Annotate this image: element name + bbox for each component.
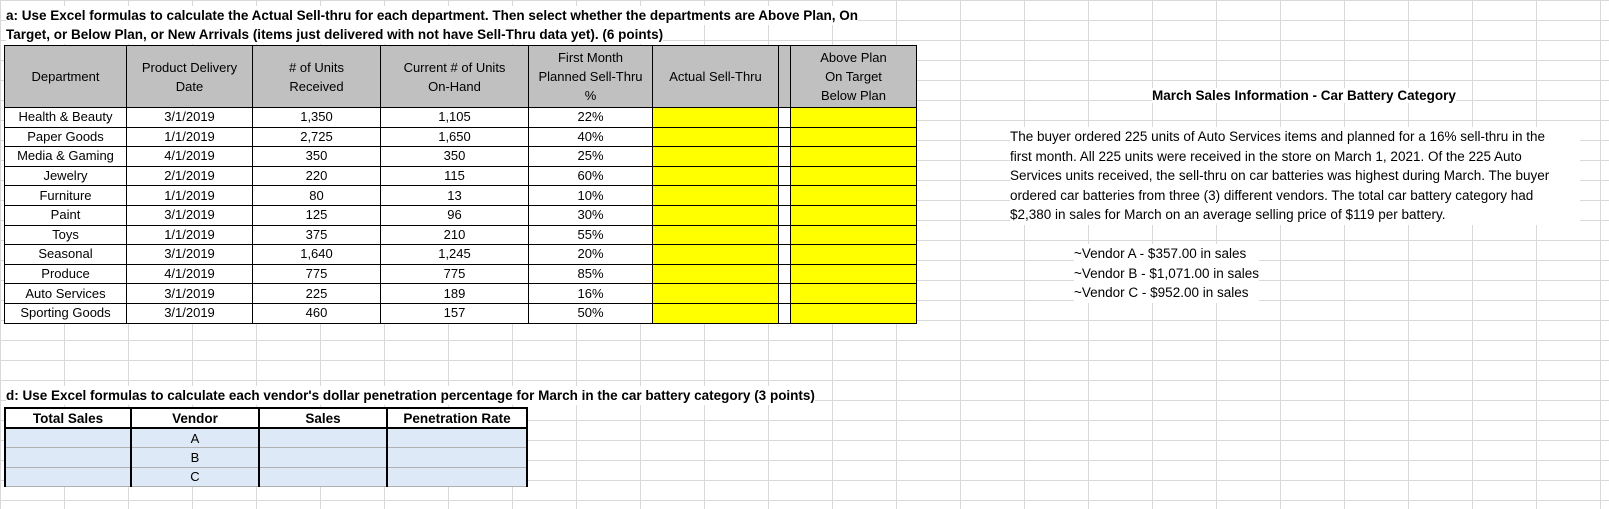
cell-plan-status-input[interactable] (791, 186, 917, 206)
cell-units-received[interactable]: 2,725 (253, 127, 381, 147)
cell-planned-sell-thru[interactable]: 85% (529, 264, 653, 284)
cell-separator (779, 225, 791, 245)
cell-units-on-hand[interactable]: 1,245 (381, 245, 529, 265)
instruction-part-a-line1: a: Use Excel formulas to calculate the Actual Sell-thru for each department. Then select whether the departments are Above Plan, On (6, 8, 858, 23)
march-sales-info-title: March Sales Information - Car Battery Category (1152, 88, 1456, 103)
vendor-c-sales: ~Vendor C - $952.00 in sales (1074, 283, 1259, 303)
cell-delivery-date[interactable]: 1/1/2019 (127, 186, 253, 206)
cell-total-sales[interactable] (5, 448, 131, 468)
cell-separator (779, 127, 791, 147)
cell-actual-sell-thru-input[interactable] (653, 303, 779, 323)
cell-vendor-sales[interactable] (259, 428, 387, 448)
cell-units-received[interactable]: 220 (253, 166, 381, 186)
cell-delivery-date[interactable]: 1/1/2019 (127, 127, 253, 147)
table-row (5, 428, 527, 448)
cell-department[interactable]: Media & Gaming (5, 147, 127, 167)
header-penetration-label: Penetration Rate (403, 410, 511, 426)
header-units-line2: Received (289, 78, 344, 94)
march-sales-info-paragraph (1010, 127, 1580, 225)
header-total-sales[interactable] (5, 408, 131, 428)
header-delivery-date[interactable] (127, 46, 253, 108)
table-row (5, 448, 527, 468)
table-row (5, 205, 917, 225)
cell-plan-status-input[interactable] (791, 166, 917, 186)
cell-department[interactable]: Toys (5, 225, 127, 245)
cell-plan-status-input[interactable] (791, 284, 917, 304)
cell-plan-status-input[interactable] (791, 147, 917, 167)
cell-delivery-date[interactable]: 1/1/2019 (127, 225, 253, 245)
header-onhand-line2: On-Hand (428, 78, 481, 94)
header-delivery-line1: Product Delivery (141, 59, 238, 75)
cell-delivery-date[interactable]: 3/1/2019 (127, 303, 253, 323)
header-sales-label: Sales (305, 410, 341, 426)
table-row (5, 467, 527, 487)
header-onhand-line1: Current # of Units (403, 59, 506, 75)
cell-department[interactable]: Jewelry (5, 166, 127, 186)
cell-separator (779, 108, 791, 128)
header-plan-status[interactable] (791, 46, 917, 108)
cell-planned-sell-thru[interactable]: 60% (529, 166, 653, 186)
header-separator (779, 46, 791, 108)
cell-actual-sell-thru-input[interactable] (653, 166, 779, 186)
cell-planned-sell-thru[interactable]: 22% (529, 108, 653, 128)
cell-units-received[interactable]: 80 (253, 186, 381, 206)
header-planned-line1: First Month (557, 50, 623, 65)
cell-plan-status-input[interactable] (791, 245, 917, 265)
cell-delivery-date[interactable]: 2/1/2019 (127, 166, 253, 186)
cell-units-received[interactable]: 125 (253, 205, 381, 225)
cell-separator (779, 303, 791, 323)
cell-planned-sell-thru[interactable]: 30% (529, 205, 653, 225)
cell-planned-sell-thru[interactable]: 16% (529, 284, 653, 304)
cell-plan-status-input[interactable] (791, 303, 917, 323)
vendor-table-header-row (5, 408, 527, 428)
cell-actual-sell-thru-input[interactable] (653, 205, 779, 225)
cell-department[interactable]: Paint (5, 205, 127, 225)
header-department-label: Department (31, 69, 100, 84)
cell-units-received[interactable]: 1,640 (253, 245, 381, 265)
table-row (5, 108, 917, 128)
table-row (5, 245, 917, 265)
cell-units-on-hand[interactable]: 1,105 (381, 108, 529, 128)
cell-delivery-date[interactable]: 3/1/2019 (127, 245, 253, 265)
cell-units-received[interactable]: 460 (253, 303, 381, 323)
cell-actual-sell-thru-input[interactable] (653, 127, 779, 147)
cell-planned-sell-thru[interactable]: 50% (529, 303, 653, 323)
instruction-part-d: d: Use Excel formulas to calculate each vendor's dollar penetration percentage for March in the car battery category (3 points) (6, 388, 815, 403)
vendor-penetration-table (4, 407, 528, 487)
header-units-received[interactable] (253, 46, 381, 108)
cell-actual-sell-thru-input[interactable] (653, 147, 779, 167)
cell-units-received[interactable]: 350 (253, 147, 381, 167)
cell-planned-sell-thru[interactable]: 20% (529, 245, 653, 265)
cell-plan-status-input[interactable] (791, 108, 917, 128)
table-row (5, 264, 917, 284)
cell-separator (779, 264, 791, 284)
cell-delivery-date[interactable]: 3/1/2019 (127, 284, 253, 304)
cell-separator (779, 205, 791, 225)
cell-planned-sell-thru[interactable]: 40% (529, 127, 653, 147)
header-vendor-label: Vendor (172, 410, 218, 426)
header-units-line1: # of Units (289, 59, 344, 75)
table-row (5, 303, 917, 323)
header-status-line1: Above Plan (820, 50, 887, 65)
instruction-part-a-line2: Target, or Below Plan, or New Arrivals (items just delivered with not have Sell-Thru data yet). (6 points) (6, 27, 664, 42)
cell-units-received[interactable]: 1,350 (253, 108, 381, 128)
cell-vendor-sales[interactable] (259, 467, 387, 487)
cell-department[interactable]: Health & Beauty (5, 108, 127, 128)
cell-units-on-hand[interactable]: 13 (381, 186, 529, 206)
vendor-sales-list (1074, 244, 1259, 303)
header-department[interactable] (5, 46, 127, 108)
table-row (5, 166, 917, 186)
cell-units-on-hand[interactable]: 157 (381, 303, 529, 323)
header-penetration-rate[interactable] (387, 408, 527, 428)
cell-plan-status-input[interactable] (791, 127, 917, 147)
vendor-b-sales: ~Vendor B - $1,071.00 in sales (1074, 264, 1259, 284)
cell-separator (779, 186, 791, 206)
cell-units-on-hand[interactable]: 96 (381, 205, 529, 225)
cell-actual-sell-thru-input[interactable] (653, 264, 779, 284)
table-row (5, 186, 917, 206)
cell-plan-status-input[interactable] (791, 264, 917, 284)
cell-units-on-hand[interactable]: 775 (381, 264, 529, 284)
table-row (5, 127, 917, 147)
cell-department[interactable]: Auto Services (5, 284, 127, 304)
cell-units-on-hand[interactable]: 350 (381, 147, 529, 167)
cell-units-on-hand[interactable]: 210 (381, 225, 529, 245)
cell-units-on-hand[interactable]: 1,650 (381, 127, 529, 147)
cell-units-received[interactable]: 775 (253, 264, 381, 284)
cell-actual-sell-thru-input[interactable] (653, 186, 779, 206)
header-status-line2: On Target (825, 69, 882, 84)
cell-penetration-rate[interactable] (387, 428, 527, 448)
cell-actual-sell-thru-input[interactable] (653, 245, 779, 265)
header-planned-line3: % (584, 88, 597, 103)
cell-penetration-rate[interactable] (387, 448, 527, 468)
cell-separator (779, 284, 791, 304)
cell-delivery-date[interactable]: 4/1/2019 (127, 264, 253, 284)
cell-units-on-hand[interactable]: 115 (381, 166, 529, 186)
header-planned-sell-thru[interactable] (529, 46, 653, 108)
cell-units-received[interactable]: 225 (253, 284, 381, 304)
cell-department[interactable]: Furniture (5, 186, 127, 206)
cell-delivery-date[interactable]: 3/1/2019 (127, 205, 253, 225)
cell-planned-sell-thru[interactable]: 10% (529, 186, 653, 206)
header-status-line3: Below Plan (820, 88, 887, 103)
cell-department[interactable]: Seasonal (5, 245, 127, 265)
cell-department[interactable]: Produce (5, 264, 127, 284)
cell-plan-status-input[interactable] (791, 225, 917, 245)
cell-vendor-sales[interactable] (259, 448, 387, 468)
cell-planned-sell-thru[interactable]: 55% (529, 225, 653, 245)
paragraph-line: first month. All 225 units were received in the store on March 1, 2021. Of the 225 Auto (1010, 148, 1522, 164)
cell-department[interactable]: Sporting Goods (5, 303, 127, 323)
header-actual-label: Actual Sell-Thru (669, 69, 762, 84)
cell-separator (779, 245, 791, 265)
paragraph-line: Services units received, the sell-thru on car batteries was highest during March. The buyer (1010, 168, 1550, 184)
cell-actual-sell-thru-input[interactable] (653, 225, 779, 245)
table-row (5, 147, 917, 167)
cell-vendor[interactable]: B (131, 448, 259, 468)
vendor-a-sales: ~Vendor A - $357.00 in sales (1074, 244, 1259, 264)
cell-units-on-hand[interactable]: 189 (381, 284, 529, 304)
table-row (5, 225, 917, 245)
cell-vendor[interactable]: C (131, 467, 259, 487)
header-total-sales-label: Total Sales (32, 410, 104, 426)
header-vendor[interactable] (131, 408, 259, 428)
department-sell-thru-table (4, 45, 917, 324)
cell-plan-status-input[interactable] (791, 205, 917, 225)
dept-table-header-row (5, 46, 917, 108)
cell-total-sales[interactable] (5, 428, 131, 448)
cell-separator (779, 147, 791, 167)
cell-separator (779, 166, 791, 186)
cell-vendor[interactable]: A (131, 428, 259, 448)
paragraph-line: The buyer ordered 225 units of Auto Services items and planned for a 16% sell-thru in the (1010, 129, 1546, 144)
paragraph-line: ordered car batteries from three (3) different vendors. The total car battery category had (1010, 187, 1534, 203)
cell-planned-sell-thru[interactable]: 25% (529, 147, 653, 167)
cell-actual-sell-thru-input[interactable] (653, 108, 779, 128)
cell-department[interactable]: Paper Goods (5, 127, 127, 147)
cell-penetration-rate[interactable] (387, 467, 527, 487)
table-row (5, 284, 917, 304)
cell-delivery-date[interactable]: 3/1/2019 (127, 108, 253, 128)
header-sales[interactable] (259, 408, 387, 428)
paragraph-line: $2,380 in sales for March on an average selling price of $119 per battery. (1010, 207, 1446, 223)
cell-total-sales[interactable] (5, 467, 131, 487)
header-planned-line2: Planned Sell-Thru (538, 69, 643, 84)
header-on-hand[interactable] (381, 46, 529, 108)
header-delivery-line2: Date (175, 78, 204, 94)
header-actual-sell-thru[interactable] (653, 46, 779, 108)
cell-delivery-date[interactable]: 4/1/2019 (127, 147, 253, 167)
cell-actual-sell-thru-input[interactable] (653, 284, 779, 304)
cell-units-received[interactable]: 375 (253, 225, 381, 245)
